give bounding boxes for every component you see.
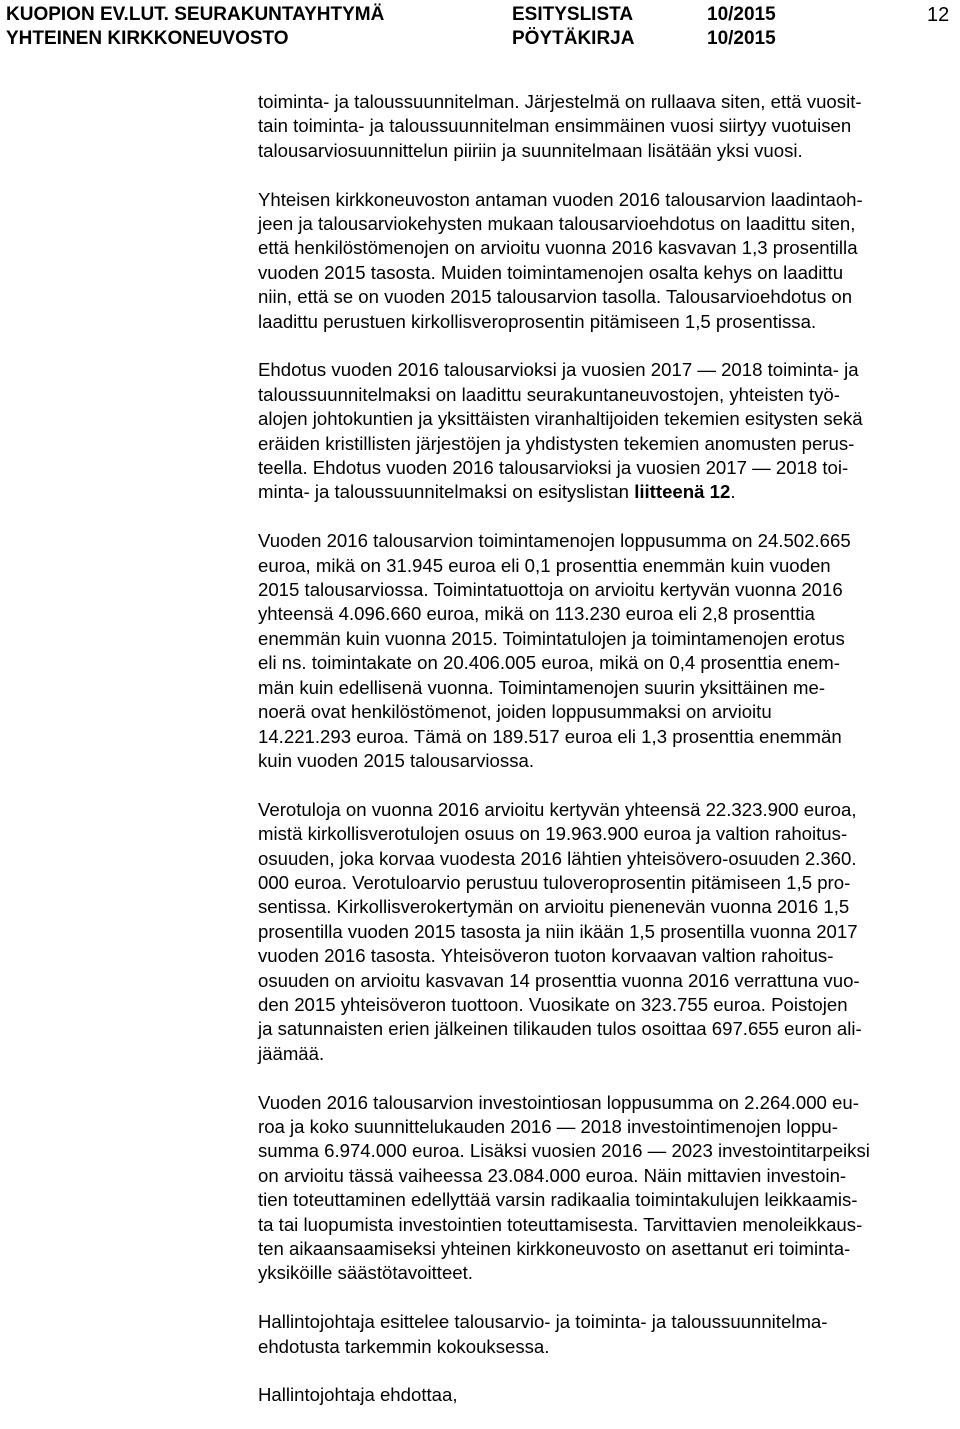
- text-line: tain toiminta- ja taloussuunnitelman ensimmäinen vuosi siirtyy vuotuisen: [258, 115, 852, 137]
- text-line: jäämää.: [258, 1042, 325, 1064]
- text-line: jeen ja talousarviokehysten mukaan talousarvioehdotus on laadittu siten,: [258, 213, 856, 235]
- text-line: että henkilöstömenojen on arvioitu vuonna 2016 kasvavan 1,3 prosentilla: [258, 237, 858, 259]
- text-line: prosentilla vuoden 2015 tasosta ja niin ikään 1,5 prosentilla vuonna 2017: [258, 920, 858, 942]
- board-name: YHTEINEN KIRKKONEUVOSTO: [6, 28, 289, 49]
- text-line: niin, että se on vuoden 2015 talousarvion tasolla. Talousarvioehdotus on: [258, 286, 853, 308]
- text-line: Hallintojohtaja esittelee talousarvio- ja toiminta- ja taloussuunnitelma-: [258, 1311, 828, 1333]
- text-line: 14.221.293 euroa. Tämä on 189.517 euroa eli 1,3 prosenttia enemmän: [258, 725, 842, 747]
- text-line: 000 euroa. Verotuloarvio perustuu tuloveroprosentin pitämiseen 1,5 pro-: [258, 871, 851, 893]
- paragraph-plan-system: [258, 90, 948, 163]
- text-line: summa 6.974.000 euroa. Lisäksi vuosien 2016 — 2023 investointitarpeiksi: [258, 1140, 870, 1162]
- paragraph-presentation: [258, 1310, 948, 1359]
- paragraph-operating-expenses: [258, 529, 948, 773]
- text-fragment: .: [730, 481, 736, 503]
- text-line: ehdotusta tarkemmin kokouksessa.: [258, 1335, 550, 1357]
- text-line: ta tai luopumista investointien toteuttamisesta. Tarvittavien menoleikkaus-: [258, 1213, 863, 1235]
- text-line: on arvioitu tässä vaiheessa 23.084.000 euroa. Näin mittavien investoin-: [258, 1164, 847, 1186]
- text-line: kuin vuoden 2015 talousarviossa.: [258, 749, 534, 771]
- text-line: yhteensä 4.096.660 euroa, mikä on 113.230 euroa eli 2,8 prosenttia: [258, 603, 815, 625]
- text-line: alojen johtokuntien ja yksittäisten viranhaltijoiden tekemien esitysten sekä: [258, 408, 863, 430]
- text-line: Verotuloja on vuonna 2016 arvioitu kertyvän yhteensä 22.323.900 euroa,: [258, 798, 857, 820]
- text-line: Vuoden 2016 talousarvion investointiosan loppusumma on 2.264.000 eu-: [258, 1091, 859, 1113]
- text-line: Hallintojohtaja ehdottaa,: [258, 1384, 458, 1406]
- text-line: laadittu perustuen kirkollisveroprosentin pitämiseen 1,5 prosentissa.: [258, 310, 817, 332]
- text-fragment: minta- ja taloussuunnitelmaksi on esityslistan: [258, 481, 635, 503]
- text-line: noerä ovat henkilöstömenot, joiden loppusummaksi on arvioitu: [258, 701, 772, 723]
- text-line: Ehdotus vuoden 2016 talousarvioksi ja vuosien 2017 — 2018 toiminta- ja: [258, 359, 859, 381]
- text-line: euroa, mikä on 31.945 euroa eli 0,1 prosenttia enemmän kuin vuoden: [258, 554, 831, 576]
- document-type-minutes: PÖYTÄKIRJA: [512, 28, 635, 49]
- page-header: [0, 0, 960, 56]
- text-line: sentissa. Kirkollisverokertymän on arvioitu pienenevän vuonna 2016 1,5: [258, 896, 850, 918]
- text-line: taloussuunnitelmaksi on laadittu seurakuntaneuvostojen, yhteisten työ-: [258, 383, 840, 405]
- text-line: teella. Ehdotus vuoden 2016 talousarvioksi ja vuosien 2017 — 2018 toi-: [258, 457, 849, 479]
- appendix-reference: liitteenä 12: [634, 481, 731, 503]
- text-line: toiminta- ja taloussuunnitelman. Järjestelmä on rullaava siten, että vuosit-: [258, 91, 862, 112]
- text-line: män kuin edellisenä vuonna. Toimintamenojen suurin yksittäinen me-: [258, 676, 826, 698]
- text-line: talousarviosuunnittelun piiriin ja suunnitelmaan lisätään yksi vuosi.: [258, 139, 803, 161]
- paragraph-tax-revenue: [258, 798, 948, 1066]
- text-line: osuuden on arvioitu kasvavan 14 prosenttia vuonna 2016 verrattuna vuo-: [258, 969, 860, 991]
- text-line: yksiköille säästötavoitteet.: [258, 1262, 473, 1284]
- text-line: enemmän kuin vuonna 2015. Toimintatulojen ja toimintamenojen erotus: [258, 627, 845, 649]
- text-line: [258, 480, 948, 504]
- text-line: eräiden kristillisten järjestöjen ja yhdistysten tekemien anomusten perus-: [258, 432, 855, 454]
- text-line: vuoden 2015 tasosta. Muiden toimintamenojen osalta kehys on laadittu: [258, 261, 844, 283]
- paragraph-motion: [258, 1383, 948, 1407]
- document-body: [258, 90, 948, 1408]
- text-line: osuuden, joka korvaa vuodesta 2016 lähtien yhteisövero-osuuden 2.360.: [258, 847, 857, 869]
- text-line: Vuoden 2016 talousarvion toimintamenojen loppusumma on 24.502.665: [258, 530, 851, 552]
- document-number-agenda: 10/2015: [707, 4, 776, 25]
- text-line: Yhteisen kirkkoneuvoston antaman vuoden 2016 talousarvion laadintaoh-: [258, 188, 863, 210]
- paragraph-proposal: [258, 358, 948, 504]
- text-line: vuoden 2016 tasosta. Yhteisöveron tuoton korvaavan valtion rahoitus-: [258, 945, 834, 967]
- text-line: tien toteuttaminen edellyttää varsin radikaalia toimintakulujen leikkaamis-: [258, 1189, 858, 1211]
- text-line: eli ns. toimintakate on 20.406.005 euroa, mikä on 0,4 prosenttia enem-: [258, 652, 840, 674]
- page-number: 12: [927, 4, 950, 26]
- text-line: den 2015 yhteisöveron tuottoon. Vuosikate on 323.755 euroa. Poistojen: [258, 993, 848, 1015]
- text-line: roa ja koko suunnittelukauden 2016 — 2018 investointimenojen loppu-: [258, 1115, 838, 1137]
- header-row-2: [0, 26, 960, 52]
- document-number-minutes: 10/2015: [707, 28, 776, 49]
- document-type-agenda: ESITYSLISTA: [512, 4, 634, 25]
- paragraph-investments: [258, 1091, 948, 1286]
- header-row-1: [0, 2, 960, 28]
- organization-name: KUOPION EV.LUT. SEURAKUNTAYHTYMÄ: [6, 4, 385, 25]
- text-line: mistä kirkollisverotulojen osuus on 19.963.900 euroa ja valtion rahoitus-: [258, 823, 848, 845]
- text-line: ja satunnaisten erien jälkeinen tilikauden tulos osoittaa 697.655 euron ali-: [258, 1018, 862, 1040]
- text-line: ten aikaansaamiseksi yhteinen kirkkoneuvosto on asettanut eri toiminta-: [258, 1238, 851, 1260]
- paragraph-budget-guidelines: [258, 188, 948, 334]
- text-line: 2015 talousarviossa. Toimintatuottoja on arvioitu kertyvän vuonna 2016: [258, 579, 843, 601]
